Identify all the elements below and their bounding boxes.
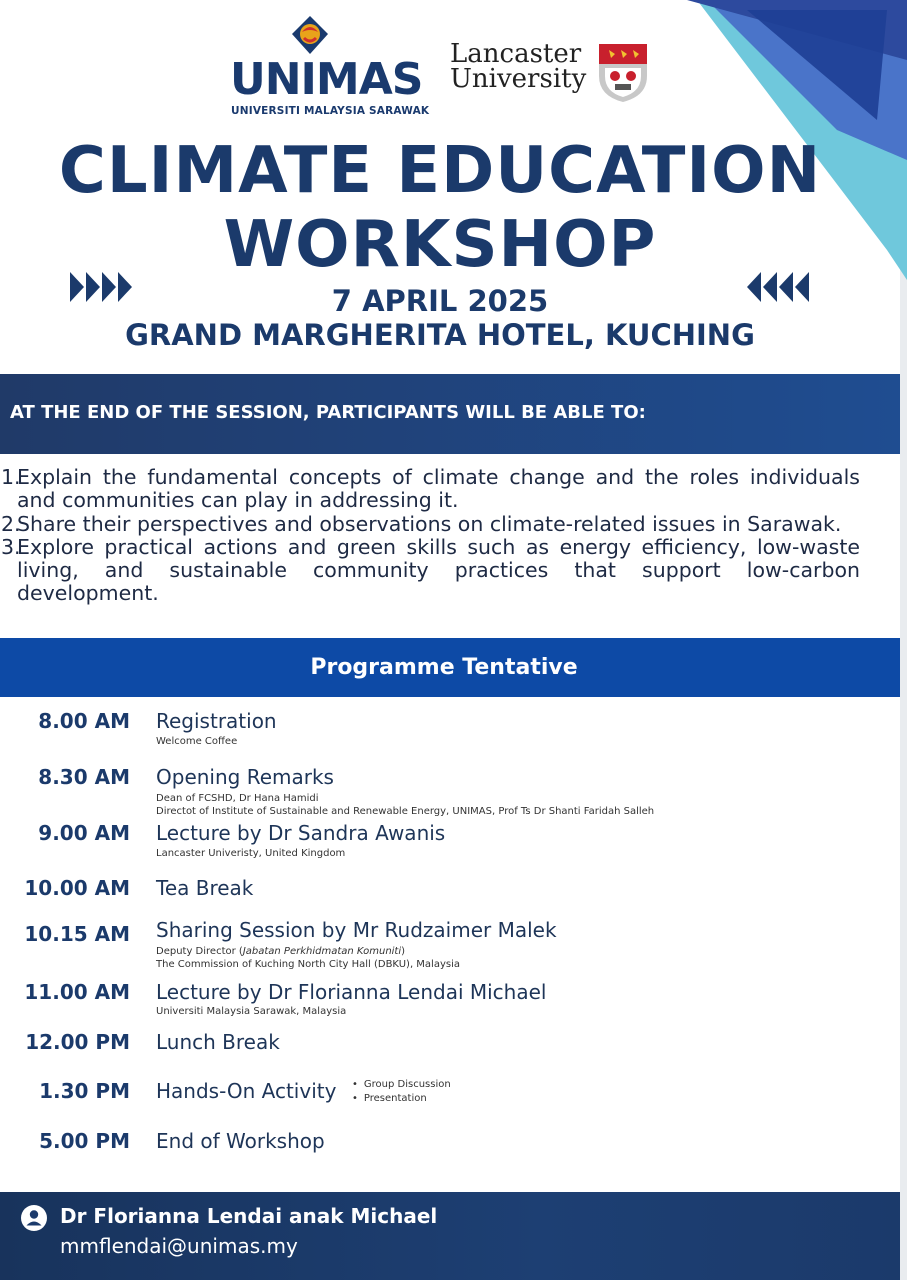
row-activity: Lunch Break bbox=[156, 1030, 280, 1054]
list-item: • Presentation bbox=[352, 1092, 451, 1106]
list-item-text: Explore practical actions and green skills such as energy efficiency, low-waste living, and sustainable community practices that support low-carbon development. bbox=[17, 534, 860, 606]
row-detail: Lancaster Univeristy, United Kingdom bbox=[156, 848, 346, 859]
outcomes-list bbox=[0, 466, 860, 606]
list-item-number: 2. bbox=[1, 511, 21, 536]
row-activity: Tea Break bbox=[156, 876, 254, 900]
outcomes-band bbox=[0, 374, 900, 454]
row-activity: Hands-On Activity bbox=[156, 1079, 337, 1103]
row-detail: Directot of Institute of Sustainable and Renewable Energy, UNIMAS, Prof Ts Dr Shanti Faridah Salleh bbox=[156, 806, 655, 817]
row-time: 9.00 AM bbox=[38, 821, 130, 845]
list-item: • Group Discussion bbox=[352, 1078, 451, 1092]
workshop-title-line2: WORKSHOP bbox=[223, 208, 657, 282]
row-activity: Sharing Session by Mr Rudzaimer Malek bbox=[156, 918, 557, 942]
unimas-subtitle: UNIVERSITI MALAYSIA SARAWAK bbox=[231, 105, 430, 117]
contact-footer bbox=[0, 1192, 900, 1280]
contact-email[interactable]: mmflendai@unimas.my bbox=[60, 1234, 298, 1258]
row-detail: Welcome Coffee bbox=[156, 736, 238, 747]
list-item-number: 3. bbox=[1, 534, 21, 559]
row-activity: Lecture by Dr Sandra Awanis bbox=[156, 821, 446, 845]
person-icon bbox=[21, 1205, 47, 1231]
outcomes-heading: AT THE END OF THE SESSION, PARTICIPANTS WILL BE ABLE TO: bbox=[10, 402, 646, 423]
row-time: 12.00 PM bbox=[25, 1030, 130, 1054]
list-item-number: 1. bbox=[1, 465, 21, 489]
contact-name: Dr Florianna Lendai anak Michael bbox=[60, 1204, 438, 1228]
lancaster-wordmark: Lancaster University bbox=[450, 39, 587, 94]
list-item bbox=[0, 466, 860, 513]
workshop-date: 7 APRIL 2025 bbox=[331, 284, 549, 318]
list-item bbox=[0, 536, 860, 606]
row-detail: Universiti Malaysia Sarawak, Malaysia bbox=[156, 1006, 347, 1017]
workshop-title-line1: CLIMATE EDUCATION bbox=[58, 134, 822, 208]
list-item-text: Share their perspectives and observations on climate-related issues in Sarawak. bbox=[17, 511, 842, 536]
row-detail: The Commission of Kuching North City Hall (DBKU), Malaysia bbox=[156, 959, 460, 970]
row-time: 11.00 AM bbox=[24, 980, 130, 1004]
row-activity: Lecture by Dr Florianna Lendai Michael bbox=[156, 980, 547, 1004]
workshop-venue: GRAND MARGHERITA HOTEL, KUCHING bbox=[125, 318, 755, 352]
activity-bullets bbox=[352, 1078, 451, 1105]
row-time: 10.15 AM bbox=[24, 922, 130, 946]
list-item-text: Explain the fundamental concepts of climate change and the roles individuals and communities can play in addressing it. bbox=[17, 465, 860, 513]
row-time: 5.00 PM bbox=[39, 1129, 130, 1153]
lancaster-shield-icon bbox=[597, 42, 649, 104]
programme-band bbox=[0, 638, 900, 697]
row-activity: Registration bbox=[156, 709, 277, 733]
row-detail: Dean of FCSHD, Dr Hana Hamidi bbox=[156, 793, 319, 804]
row-time: 1.30 PM bbox=[39, 1079, 130, 1103]
row-activity: End of Workshop bbox=[156, 1129, 325, 1153]
lancaster-logo bbox=[450, 39, 650, 106]
row-time: 8.30 AM bbox=[38, 765, 130, 789]
row-activity: Opening Remarks bbox=[156, 765, 334, 789]
programme-heading: Programme Tentative bbox=[310, 655, 578, 680]
row-time: 10.00 AM bbox=[24, 876, 130, 900]
row-time: 8.00 AM bbox=[38, 709, 130, 733]
unimas-wordmark: UNIMAS bbox=[230, 54, 423, 105]
unimas-logo bbox=[230, 14, 430, 117]
row-detail: Deputy Director (Jabatan Perkhidmatan Komuniti) bbox=[156, 946, 406, 957]
list-item bbox=[0, 513, 860, 536]
